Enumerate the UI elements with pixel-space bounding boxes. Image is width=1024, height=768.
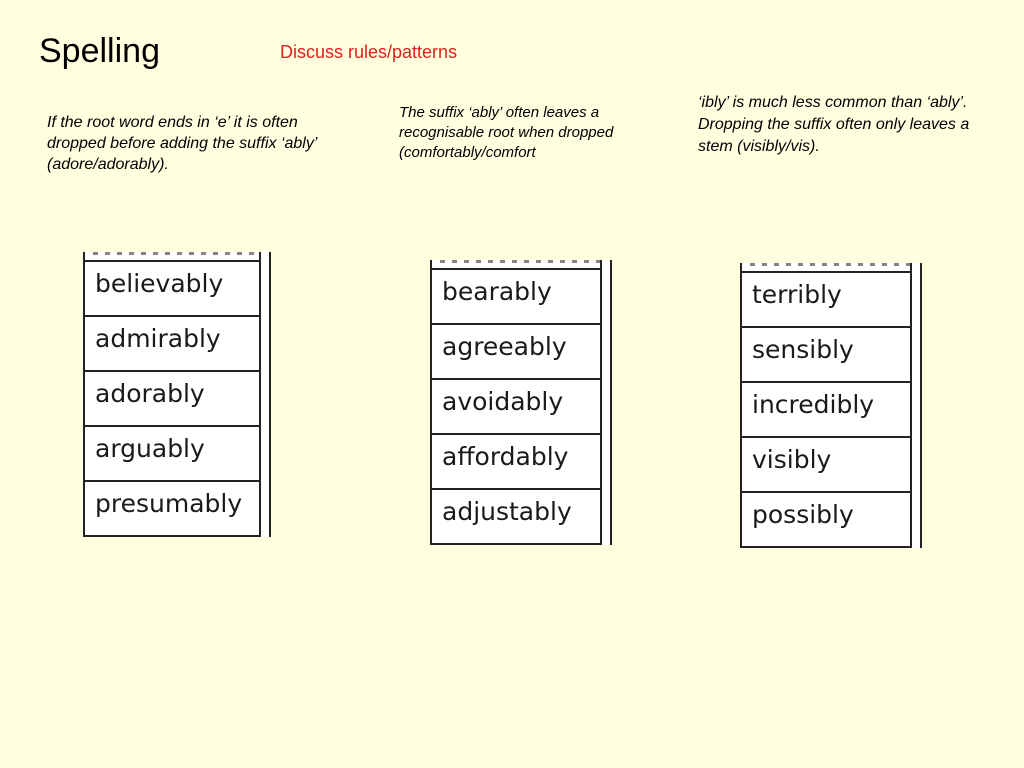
rule-note-3: ‘ibly’ is much less common than ‘ably’. Dropping the suffix often only leaves a stem (visibly/vis). — [698, 94, 970, 155]
table-row: admirably — [85, 317, 259, 372]
table-row: sensibly — [742, 328, 910, 383]
table-row: possibly — [742, 493, 910, 548]
table-row: adorably — [85, 372, 259, 427]
table-row: visibly — [742, 438, 910, 493]
table-row: terribly — [742, 273, 910, 328]
rule-note-2: The suffix ‘ably’ often leaves a recognisable root when dropped (comfortably/comfort — [399, 104, 614, 161]
word-table-3 — [740, 263, 922, 548]
table-row: arguably — [85, 427, 259, 482]
word-table-2 — [430, 260, 612, 545]
table-row: believably — [85, 262, 259, 317]
rule-note-1: If the root word ends in ‘e’ it is often dropped before adding the suffix ‘ably’ (adore/adorably). — [47, 114, 317, 173]
table-row: incredibly — [742, 383, 910, 438]
table-top-strip — [742, 263, 910, 273]
table-top-strip — [85, 252, 259, 262]
slide-subtitle: Discuss rules/patterns — [280, 42, 458, 62]
slide-title: Spelling — [39, 32, 160, 70]
table-row: agreeably — [432, 325, 600, 380]
table-row: presumably — [85, 482, 259, 537]
table-row: adjustably — [432, 490, 600, 545]
word-table-1 — [83, 252, 271, 537]
table-row: avoidably — [432, 380, 600, 435]
table-row: bearably — [432, 270, 600, 325]
table-row: affordably — [432, 435, 600, 490]
table-top-strip — [432, 260, 600, 270]
